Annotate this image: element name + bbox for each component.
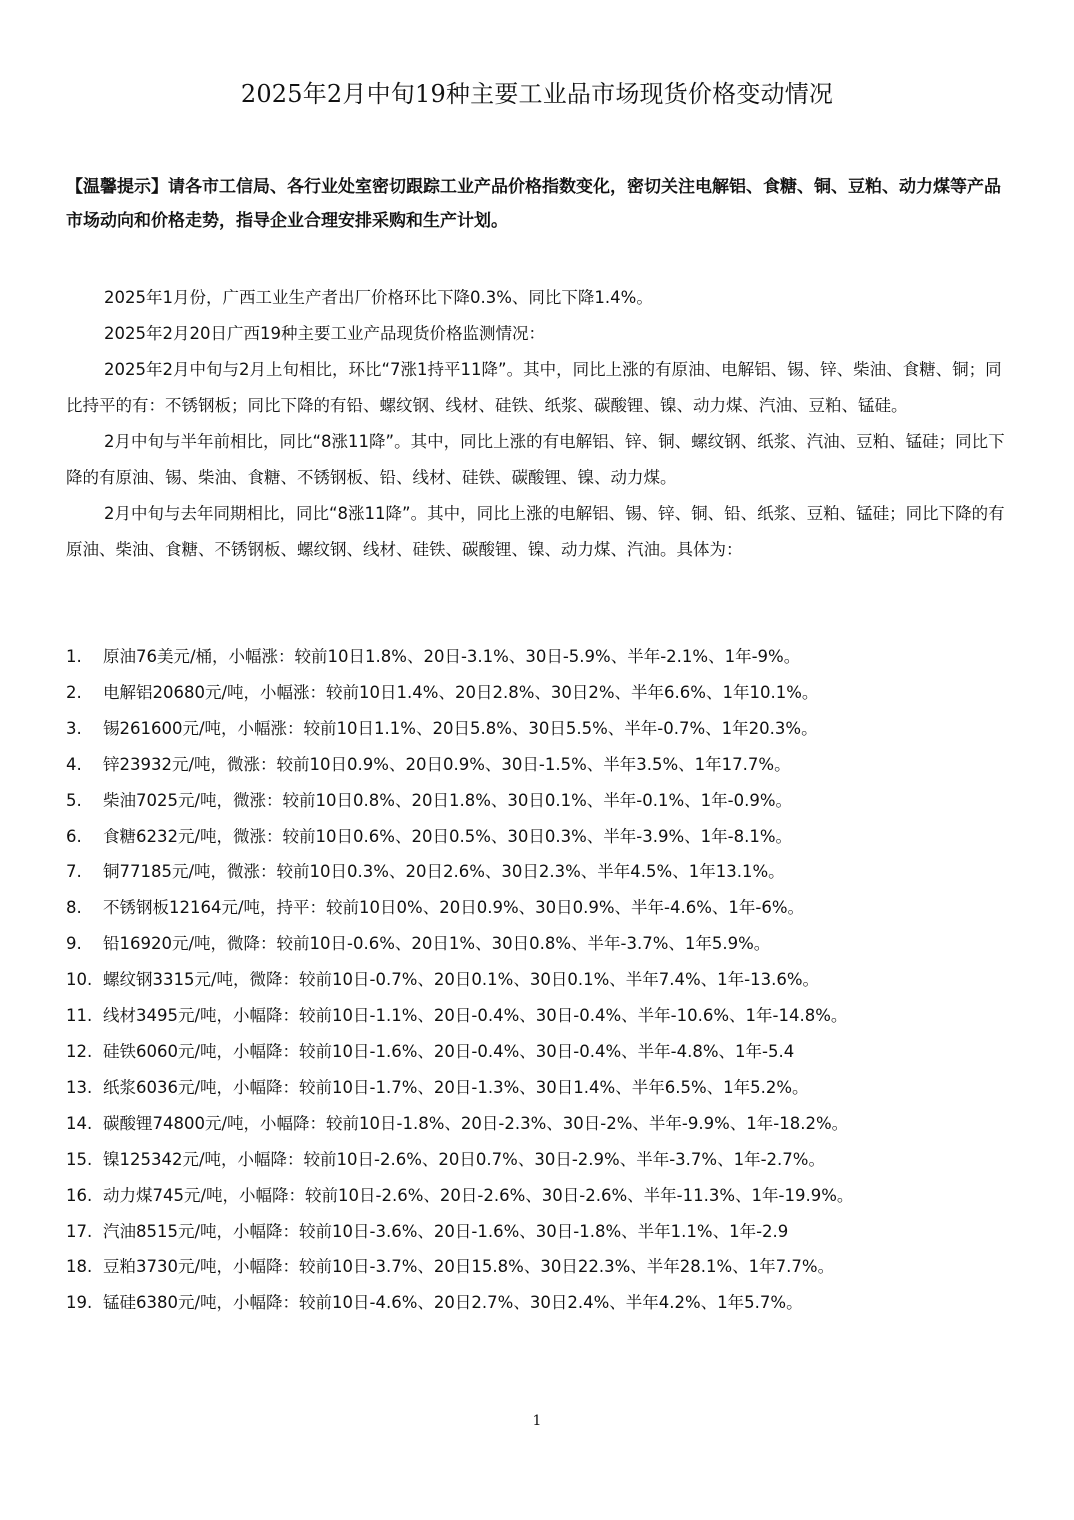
list-item-text: 电解铝20680元/吨，小幅涨：较前10日1.4%、20日2.8%、30日2%、半年6.6%、1年10.1%。 [103, 682, 819, 702]
list-item-text: 纸浆6036元/吨，小幅降：较前10日-1.7%、20日-1.3%、30日1.4%、半年6.5%、1年5.2%。 [103, 1077, 809, 1097]
page-number: 1 [532, 1413, 542, 1429]
list-item-number: 1. [66, 647, 82, 666]
list-item-number: 5. [66, 790, 82, 810]
list-item-number: 4. [66, 754, 82, 774]
list-item-text: 锰硅6380元/吨，小幅降：较前10日-4.6%、20日2.7%、30日2.4%、半年4.2%、1年5.7%。 [103, 1293, 803, 1313]
list-item-text: 食糖6232元/吨，微涨：较前10日0.6%、20日0.5%、30日0.3%、半年-3.9%、1年-8.1%。 [103, 826, 793, 846]
notice-body: 请各市工信局、各行业处室密切跟踪工业产品价格指数变化，密切关注电解铝、食糖、铜、豆粕、动力煤等产品市场动向和价格走势，指导企业合理安排采购和生产计划。 [66, 177, 1001, 231]
paragraph-month-on-month: 2025年2月中旬与2月上旬相比，环比“7涨1持平11降”。其中，同比上涨的有原油、电解铝、锡、锌、柴油、食糖、铜；同比持平的有：不锈钢板；同比下降的有铅、螺纹钢、线材、硅铁、纸浆、碳酸锂、镍、动力煤、汽油、豆粕、锰硅。 [66, 360, 1002, 415]
list-item [66, 1142, 1026, 1178]
list-item-text: 锌23932元/吨，微涨：较前10日0.9%、20日0.9%、30日-1.5%、半年3.5%、1年17.7%。 [103, 754, 791, 774]
list-item-text: 线材3495元/吨，小幅降：较前10日-1.1%、20日-0.4%、30日-0.4%、半年-10.6%、1年-14.8%。 [103, 1006, 848, 1026]
paragraph-monitoring-intro: 2025年2月20日广西19种主要工业产品现货价格监测情况： [104, 324, 545, 343]
list-item-text: 原油76美元/桶，小幅涨：较前10日1.8%、20日-3.1%、30日-5.9%、半年-2.1%、1年-9%。 [103, 647, 801, 666]
document-title: 2025年2月中旬19种主要工业品市场现货价格变动情况 [240, 80, 834, 108]
list-item-number: 12. [66, 1041, 93, 1061]
list-item [66, 819, 1026, 855]
list-item-text: 镍125342元/吨，小幅降：较前10日-2.6%、20日0.7%、30日-2.9%、半年-3.7%、1年-2.7%。 [103, 1149, 825, 1169]
list-item-text: 豆粕3730元/吨，小幅降：较前10日-3.7%、20日15.8%、30日22.3%、半年28.1%、1年7.7%。 [103, 1257, 835, 1277]
list-item-number: 2. [66, 682, 82, 702]
list-item-number: 6. [66, 826, 82, 846]
list-item-text: 碳酸锂74800元/吨，小幅降：较前10日-1.8%、20日-2.3%、30日-2%、半年-9.9%、1年-18.2%。 [103, 1113, 849, 1133]
list-item [66, 890, 1026, 926]
list-item-number: 9. [66, 934, 82, 954]
list-item-number: 11. [66, 1006, 93, 1026]
list-item [66, 675, 1026, 711]
summary-paragraphs [66, 280, 1016, 568]
list-item-number: 17. [66, 1221, 93, 1241]
list-item [66, 998, 1026, 1034]
list-item [66, 1106, 1026, 1142]
list-item-number: 16. [66, 1185, 93, 1205]
list-item [66, 962, 1026, 998]
list-item-number: 10. [66, 970, 93, 990]
list-item-number: 15. [66, 1149, 93, 1169]
list-item [66, 639, 1026, 675]
list-item-number: 3. [66, 718, 82, 738]
list-item [66, 1214, 1026, 1250]
list-item-number: 13. [66, 1077, 93, 1097]
list-item-number: 14. [66, 1113, 93, 1133]
list-item [66, 1178, 1026, 1214]
list-item [66, 926, 1026, 962]
list-item [66, 783, 1026, 819]
list-item [66, 1285, 1026, 1321]
list-item-number: 8. [66, 898, 82, 918]
paragraph-half-year: 2月中旬与半年前相比，同比“8涨11降”。其中，同比上涨的有电解铝、锌、铜、螺纹钢、纸浆、汽油、豆粕、锰硅；同比下降的有原油、锡、柴油、食糖、不锈钢板、铅、线材、硅铁、碳酸锂、镍、动力煤。 [66, 432, 1005, 487]
list-item-text: 柴油7025元/吨，微涨：较前10日0.8%、20日1.8%、30日0.1%、半年-0.1%、1年-0.9%。 [103, 790, 793, 810]
price-change-list [66, 639, 1026, 1321]
list-item-number: 19. [66, 1293, 93, 1313]
list-item [66, 1034, 1026, 1070]
list-item-number: 7. [66, 862, 82, 882]
list-item-text: 动力煤745元/吨，小幅降：较前10日-2.6%、20日-2.6%、30日-2.6%、半年-11.3%、1年-19.9%。 [103, 1185, 854, 1205]
list-item [66, 854, 1026, 890]
list-item [66, 711, 1026, 747]
warm-reminder-notice [66, 170, 1016, 238]
list-item-text: 硅铁6060元/吨，小幅降：较前10日-1.6%、20日-0.4%、30日-0.4%、半年-4.8%、1年-5.4 [103, 1041, 795, 1061]
paragraph-ppi: 2025年1月份，广西工业生产者出厂价格环比下降0.3%、同比下降1.4%。 [104, 288, 653, 307]
list-item-text: 铅16920元/吨，微降：较前10日-0.6%、20日1%、30日0.8%、半年-3.7%、1年5.9%。 [103, 934, 771, 954]
notice-label: 【温馨提示】 [66, 177, 168, 197]
list-item-text: 锡261600元/吨，小幅涨：较前10日1.1%、20日5.8%、30日5.5%、半年-0.7%、1年20.3%。 [103, 718, 818, 738]
list-item-text: 汽油8515元/吨，小幅降：较前10日-3.6%、20日-1.6%、30日-1.8%、半年1.1%、1年-2.9 [103, 1221, 789, 1241]
paragraph-year-on-year: 2月中旬与去年同期相比，同比“8涨11降”。其中，同比上涨的电解铝、锡、锌、铜、铅、纸浆、豆粕、锰硅；同比下降的有原油、柴油、食糖、不锈钢板、螺纹钢、线材、硅铁、碳酸锂、镍、动力煤、汽油。具体为： [66, 504, 1005, 559]
list-item-text: 铜77185元/吨，微涨：较前10日0.3%、20日2.6%、30日2.3%、半年4.5%、1年13.1%。 [103, 862, 785, 882]
list-item-number: 18. [66, 1257, 93, 1277]
list-item [66, 747, 1026, 783]
list-item [66, 1249, 1026, 1285]
list-item-text: 不锈钢板12164元/吨，持平：较前10日0%、20日0.9%、30日0.9%、半年-4.6%、1年-6%。 [103, 898, 805, 918]
list-item-text: 螺纹钢3315元/吨，微降：较前10日-0.7%、20日0.1%、30日0.1%、半年7.4%、1年-13.6%。 [103, 970, 820, 990]
list-item [66, 1070, 1026, 1106]
